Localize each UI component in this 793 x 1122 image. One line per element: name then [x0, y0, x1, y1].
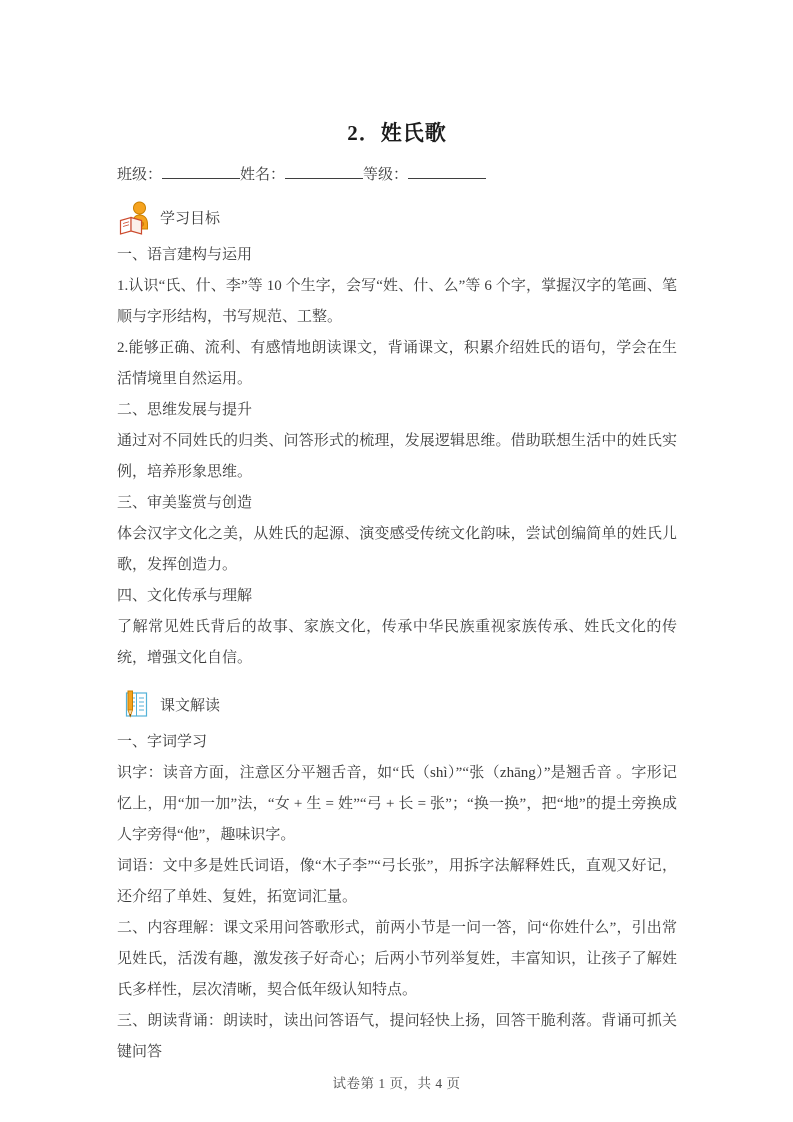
text-analysis-heading: 课文解读	[160, 697, 221, 714]
goals-paragraph: 了解常见姓氏背后的故事、家族文化，传承中华民族重视家族传承、姓氏文化的传统，增强文化自信。	[117, 619, 677, 666]
reading-person-icon	[117, 199, 151, 235]
goals-paragraph: 2.能够正确、流利、有感情地朗读课文，背诵课文，积累介绍姓氏的语句，学会在生活情境里自然运用。	[117, 340, 677, 387]
class-blank-field	[162, 163, 240, 179]
learning-goals-heading: 学习目标	[160, 210, 221, 227]
analysis-paragraph: 三、朗读背诵：朗读时，读出问答语气，提问轻快上扬，回答干脆利落。背诵可抓关键问答	[117, 1013, 677, 1060]
goals-paragraph: 通过对不同姓氏的归类、问答形式的梳理，发展逻辑思维。借助联想生活中的姓氏实例，培养形象思维。	[117, 433, 677, 480]
class-label: 班级：	[117, 167, 163, 183]
goals-paragraph: 三、审美鉴赏与创造	[117, 495, 253, 511]
page-content	[117, 0, 677, 1068]
notebook-pencil-icon	[117, 686, 151, 722]
analysis-paragraph: 识字：读音方面，注意区分平翘舌音，如“氏（shì）”“张（zhāng）”是翘舌音 。字形记忆上，用“加一加”法，“女 + 生 = 姓”“弓 + 长 = 张”；“换一换”，把“地”的提土旁换成人字旁得“他”，趣味识字。	[117, 765, 677, 843]
learning-goals-body	[117, 240, 677, 674]
text-analysis-header	[117, 686, 677, 722]
text-analysis-body	[117, 727, 677, 1068]
learning-goals-header	[117, 199, 677, 235]
analysis-paragraph: 词语：文中多是姓氏词语，像“木子李”“弓长张”，用拆字法解释姓氏，直观又好记，还介绍了单姓、复姓，拓宽词汇量。	[117, 858, 677, 905]
goals-paragraph: 体会汉字文化之美，从姓氏的起源、演变感受传统文化韵味，尝试创编简单的姓氏儿歌，发挥创造力。	[117, 526, 677, 573]
goals-paragraph: 一、语言建构与运用	[117, 247, 253, 263]
analysis-paragraph: 一、字词学习	[117, 734, 208, 750]
goals-paragraph: 四、文化传承与理解	[117, 588, 253, 604]
name-label: 姓名：	[240, 167, 286, 183]
page-title: 2．姓氏歌	[347, 121, 447, 145]
grade-label: 等级：	[363, 167, 409, 183]
page-footer: 试卷第 1 页，共 4 页	[332, 1076, 461, 1091]
goals-paragraph: 二、思维发展与提升	[117, 402, 253, 418]
grade-blank-field	[408, 163, 486, 179]
goals-paragraph: 1.认识“氏、什、李”等 10 个生字，会写“姓、什、么”等 6 个字，掌握汉字的笔画、笔顺与字形结构，书写规范、工整。	[117, 278, 677, 325]
analysis-paragraph: 二、内容理解：课文采用问答歌形式，前两小节是一问一答，问“你姓什么”，引出常见姓氏，活泼有趣，激发孩子好奇心；后两小节列举复姓，丰富知识，让孩子了解姓氏多样性，层次清晰，契合低年级认知特点。	[117, 920, 677, 998]
student-info-row	[117, 163, 677, 187]
name-blank-field	[285, 163, 363, 179]
